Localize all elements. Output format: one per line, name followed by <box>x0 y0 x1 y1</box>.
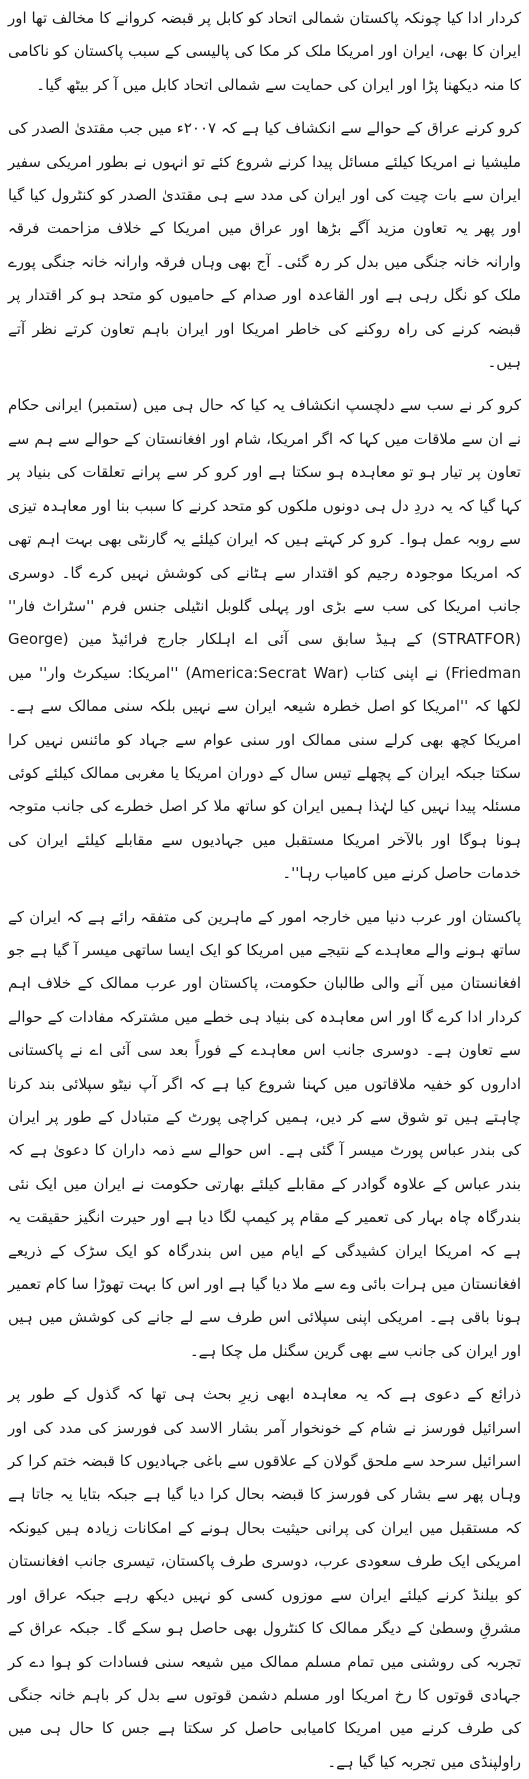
article-paragraph: کرو کر نے سب سے دلچسپ انکشاف یہ کیا کہ حال ہی میں (ستمبر) ایرانی حکام نے ان سے ملاقات میں کہا کہ اگر امریکا، شام اور افغانستان کے حوالے سے ہم سے تعاون پر تیار ہو تو معاہدہ ہو سکتا ہے اور کرو کر سے پرانے تعلقات کی بنیاد پر کہا گیا کہ یہ دردِ دل ہی دونوں ملکوں کو متحد کرنے کا سبب بنا اور معاہدہ تیزی سے روبہ عمل ہوا۔ کرو کر کہتے ہیں کہ ایران کیلئے یہ گارنٹی بھی بہت اہم تھی کہ امریکا موجودہ رجیم کو اقتدار سے ہٹانے کی کوشش نہیں کرے گا۔ دوسری جانب امریکا کی سب سے بڑی اور پہلی گلوبل انٹیلی جنس فرم ''سٹراٹ فار'' (STRATFOR) کے ہیڈ سابق سی آئی اے اہلکار جارج فرائیڈ مین (George Friedman) نے اپنی کتاب (America:Secrat War) ''امریکا: سیکرٹ وار'' میں لکھا کہ ''امریکا کو اصل خطرہ شیعہ ایران سے نہیں بلکہ سنی ممالک سے ہے۔ امریکا کچھ بھی کرلے سنی ممالک اور سنی عوام سے جہاد کو مائنس نہیں کرا سکتا جبکہ ایران کے پچھلے تیس سال کے دوران امریکا یا مغربی ممالک کیلئے کوئی مسئلہ پیدا نہیں کیا لہٰذا ہمیں ایران کو ساتھ ملا کر اصل خطرے کی جانب متوجہ ہونا ہوگا اور بالآخر امریکا مستقبل میں جہادیوں سے مقابلے کیلئے ایران کی خدمات حاصل کرنے میں کامیاب رہا''۔ <box>8 396 521 883</box>
article-paragraph: کردار ادا کیا چونکہ پاکستان شمالی اتحاد کو کابل پر قبضہ کروانے کا مخالف تھا اور ایران کا بھی، ایران اور امریکا ملک کر مکا کی پالیسی کے سبب پاکستان کو ناکامی کا منہ دیکھنا پڑا اور ایران کی حمایت سے شمالی اتحاد کابل میں آ کر بیٹھ گیا۔ <box>8 9 521 94</box>
article-paragraph: کرو کرنے عراق کے حوالے سے انکشاف کیا ہے کہ ۲۰۰۷ء میں جب مقتدیٰ الصدر کی ملیشیا نے امریکا کیلئے مسائل پیدا کرنے شروع کئے تو انہوں نے بطور امریکی سفیر ایران سے بات چیت کی اور ایران کی مدد سے ہی مقتدیٰ الصدر کو کنٹرول کیا گیا اور پھر یہ تعاون مزید آگے بڑھا اور عراق میں امریکا کے خلاف مزاحمت فرقہ وارانہ خانہ جنگی میں بدل کر رہ گئی۔ آج بھی وہاں فرقہ وارانہ خانہ جنگی پورے ملک کو نگل رہی ہے اور القاعدہ اور صدام کے حامیوں کو متحد ہو کر اقتدار پر قبضہ کرنے کی راہ روکنے کی خاطر امریکا اور ایران باہم تعاون کرتے نظر آتے ہیں۔ <box>8 119 521 372</box>
article-paragraph: پاکستان اور عرب دنیا میں خارجہ امور کے ماہرین کی متفقہ رائے ہے کہ ایران کے ساتھ ہونے والے معاہدے کے نتیجے میں امریکا کو ایک ایسا ساتھی میسر آ گیا ہے جو افغانستان میں آنے والی طالبان حکومت، پاکستان اور عرب ممالک کے خلاف اہم کردار ادا کرے گا اور اس معاہدہ کی بنیاد ہی خطے میں مشترکہ مفادات کے حوالے سے تعاون ہے۔ دوسری جانب اس معاہدے کے فوراً بعد سی آئی اے نے پاکستانی اداروں کو خفیہ ملاقاتوں میں کہنا شروع کیا ہے کہ اگر آپ نیٹو سپلائی بند کرنا چاہتے ہیں تو شوق سے کر دیں، ہمیں کراچی پورٹ کے متبادل کے طور پر ایران کی بندر عباس پورٹ میسر آ گئی ہے۔ اس حوالے سے ذمہ داران کا دعویٰ ہے کہ بندر عباس کے علاوہ گوادر کے مقابلے کیلئے بھارتی حکومت نے ایران میں ایک نئی بندرگاہ چاہ بہار کی تعمیر کے مقام پر کیمپ لگا دیا ہے اور حیرت انگیز حقیقت یہ ہے کہ امریکا ایران کشیدگی کے ایام میں اس بندرگاہ کو ایک سڑک کے ذریعے افغانستان میں ہرات بائی وے سے ملا دیا گیا ہے اور اس کا بہت تھوڑا سا کام تعمیر ہونا باقی ہے۔ امریکی اپنی سپلائی اس طرف سے لے جانے کی کوشش میں ہیں اور ایران کی جانب سے بھی گرین سگنل مل چکا ہے۔ <box>8 907 521 1360</box>
article-paragraph: ذرائع کے دعوی ہے کہ یہ معاہدہ ابھی زیرِ بحث ہی تھا کہ گذول کے طور پر اسرائیل فورسز نے شام کے خونخوار آمر بشار الاسد کی فورسز کی مدد کی اور اسرائیل سرحد سے ملحق گولان کے علاقوں سے باغی جہادیوں کا قبضہ ختم کرا کر وہاں پھر سے بشار کی فورسز کا قبضہ بحال کرا دیا گیا ہے جبکہ بتایا یہ جاتا ہے کہ مستقبل میں ایران کی پرانی حیثیت بحال ہونے کے امکانات زیادہ ہیں کیونکہ امریکی ایک طرف سعودی عرب، دوسری طرف پاکستان، تیسری جانب افغانستان کو بیلنڈ کرنے کیلئے ایران سے موزوں کسی کو نہیں دیکھ رہے جبکہ عراق اور مشرقِ وسطیٰ کے دیگر ممالک کا کنٹرول بھی حاصل ہو سکے گا۔ جبکہ عراق کے تجربہ کی روشنی میں تمام مسلم ممالک میں شیعہ سنی فسادات کو ہوا دے کر جہادی قوتوں کا رخ امریکا اور مسلم دشمن قوتوں سے بدل کر باہم خانہ جنگی کی طرف کرنے میں امریکا کامیابی حاصل کر سکتا ہے جس کا حال ہی میں راولپنڈی میں تجربہ کیا گیا ہے۔ <box>8 1385 521 1771</box>
